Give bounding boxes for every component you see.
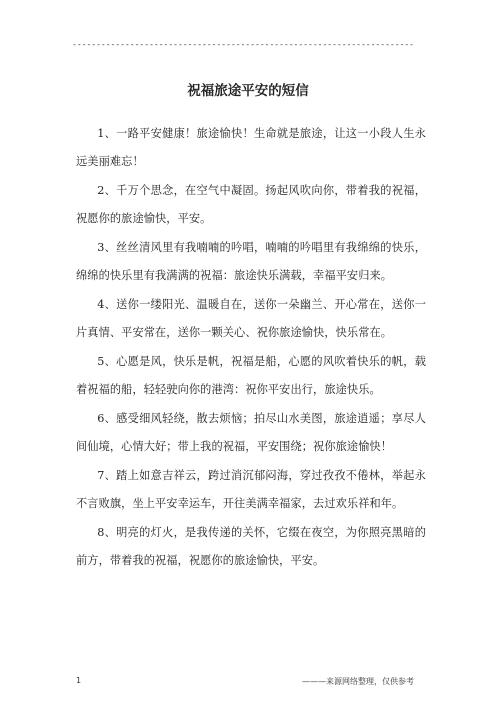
document-body xyxy=(76,120,426,576)
paragraph-5: 5、心愿是风，快乐是帆，祝福是船，心愿的风吹着快乐的帆，载着祝福的船，轻轻驶向你的港湾：祝你平安出行，旅途快乐。 xyxy=(76,355,426,396)
paragraph-6: 6、感受细风轻绕，散去烦恼；拍尽山水美图，旅途逍遥；享尽人间仙境，心情大好；带上我的祝福，平安围绕；祝你旅途愉快！ xyxy=(76,412,426,453)
paragraph-4: 4、送你一缕阳光、温暖自在，送你一朵幽兰、开心常在，送你一片真情、平安常在，送你一颗关心、祝你旅途愉快，快乐常在。 xyxy=(76,298,426,339)
document-title: 祝福旅途平安的短信 xyxy=(187,83,309,99)
page-number: 1 xyxy=(76,676,82,685)
paragraph-8: 8、明亮的灯火，是我传递的关怀，它缀在夜空，为你照亮黑暗的前方，带着我的祝福，祝愿你的旅途愉快，平安。 xyxy=(76,526,426,567)
paragraph-3: 3、丝丝清风里有我喃喃的吟唱，喃喃的吟唱里有我绵绵的快乐，绵绵的快乐里有我满满的祝福：旅途快乐满载，幸福平安归来。 xyxy=(76,241,426,282)
paragraph-2: 2、千万个思念，在空气中凝固。扬起风吹向你，带着我的祝福，祝愿你的旅途愉快，平安。 xyxy=(76,184,426,225)
paragraph-7: 7、踏上如意吉祥云，跨过消沉郁闷海，穿过孜孜不倦林，举起永不言败旗，坐上平安幸运车，开往美满幸福家，去过欢乐祥和年。 xyxy=(76,469,426,510)
paragraph-1: 1、一路平安健康！旅途愉快！生命就是旅途，让这一小段人生永远美丽难忘！ xyxy=(76,127,426,168)
footer-note: ———来源网络整理，仅供参考 xyxy=(302,677,414,686)
header-rule: ----------------------------------------------------------------------- xyxy=(72,40,414,49)
